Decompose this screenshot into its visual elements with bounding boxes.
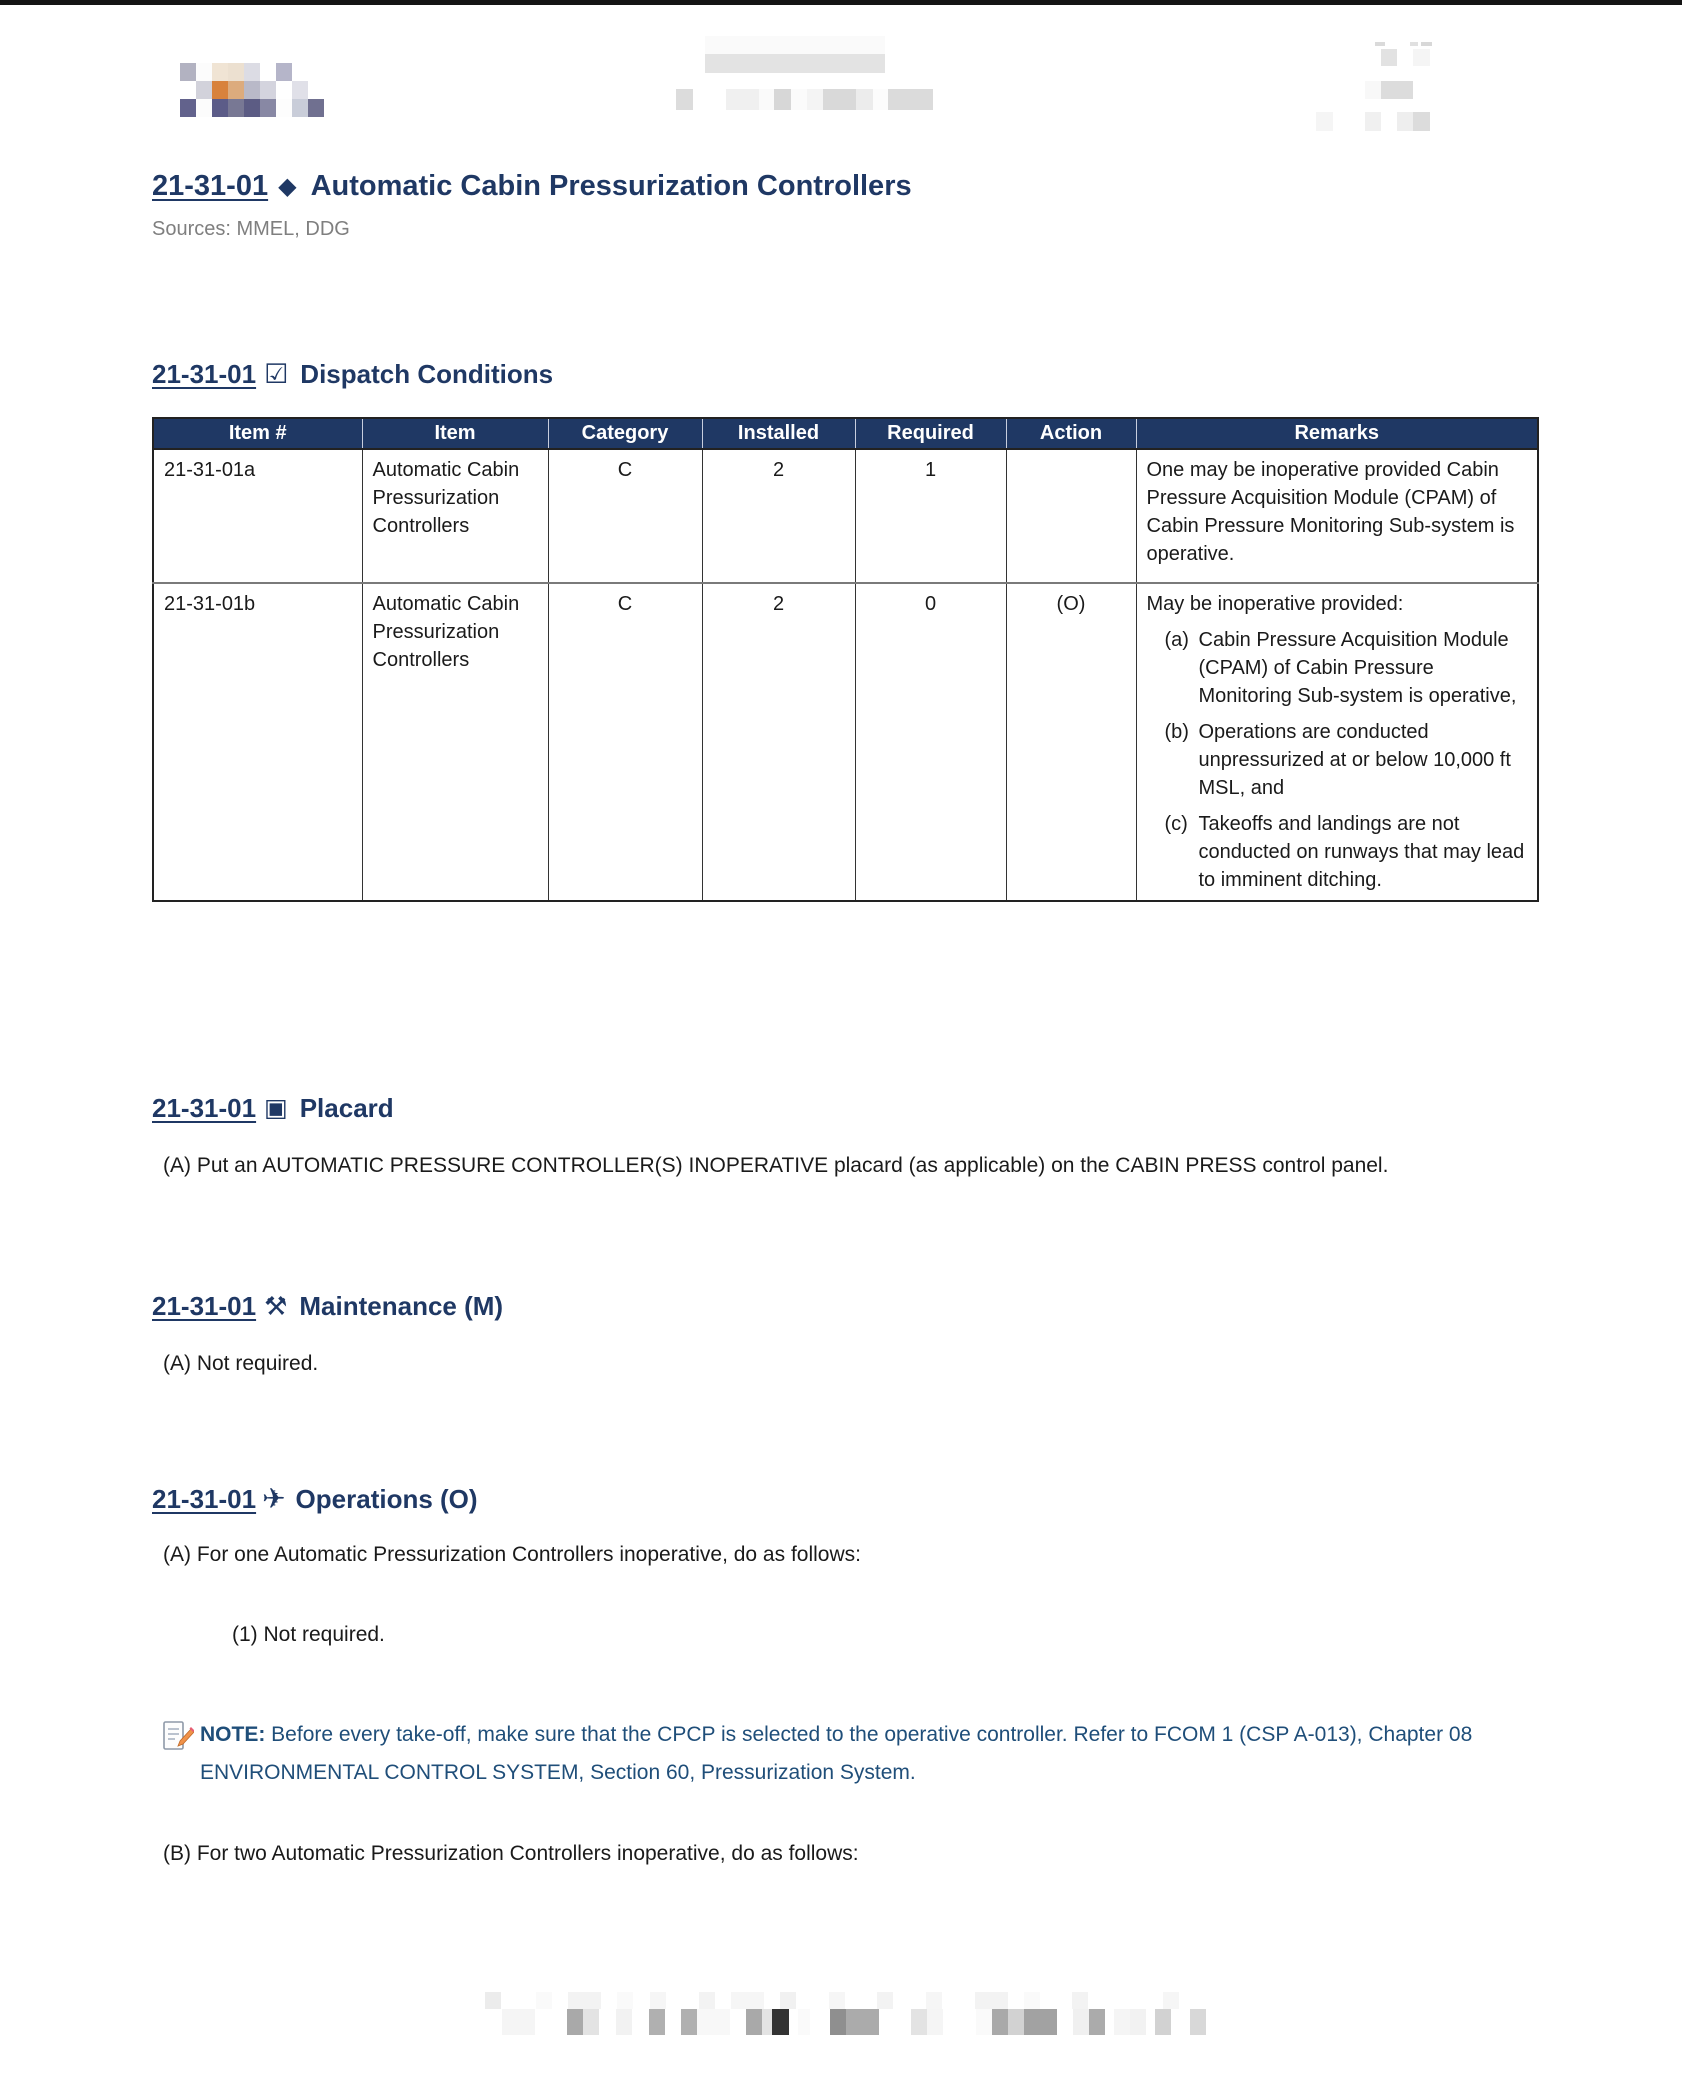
dispatch-section-code: 21-31-01 bbox=[152, 359, 257, 389]
remarks-list-item bbox=[1165, 810, 1528, 894]
cell-item-no: 21-31-01a bbox=[153, 449, 362, 583]
redacted-company-logo bbox=[180, 63, 324, 117]
table-header-row bbox=[153, 418, 1538, 449]
operations-item-1: (1) Not required. bbox=[232, 1623, 385, 1646]
column-header-installed: Installed bbox=[702, 418, 855, 449]
remarks-item-text: Takeoffs and landings are not conducted on runways that may lead to imminent ditching. bbox=[1198, 813, 1525, 891]
cell-item-no: 21-31-01b bbox=[153, 583, 362, 901]
table-row bbox=[153, 449, 1538, 583]
placard-section-label: Placard bbox=[299, 1093, 394, 1123]
operations-paragraph-b: (B) For two Automatic Pressurization Controllers inoperative, do as follows: bbox=[163, 1842, 859, 1865]
cell-action: (O) bbox=[1006, 583, 1136, 901]
remarks-list-item bbox=[1165, 718, 1528, 802]
page-top-border bbox=[0, 0, 1682, 5]
column-header-item: Item bbox=[362, 418, 548, 449]
operations-paragraph-a: (A) For one Automatic Pressurization Controllers inoperative, do as follows: bbox=[163, 1543, 861, 1566]
column-header-remarks: Remarks bbox=[1136, 418, 1538, 449]
dispatch-section-label: Dispatch Conditions bbox=[300, 359, 554, 389]
cell-action bbox=[1006, 449, 1136, 583]
dispatch-conditions-table-wrap bbox=[152, 417, 1539, 902]
maintenance-section-code: 21-31-01 bbox=[152, 1291, 257, 1321]
placard-section-code: 21-31-01 bbox=[152, 1093, 257, 1123]
note-document-pencil-icon bbox=[162, 1720, 194, 1767]
cell-category: C bbox=[548, 449, 702, 583]
checkbox-icon: ☑ bbox=[264, 359, 289, 389]
remarks-list-item bbox=[1165, 626, 1528, 710]
placard-paragraph-a: (A) Put an AUTOMATIC PRESSURE CONTROLLER(S) INOPERATIVE placard (as applicable) on the CABIN PRESS control panel. bbox=[163, 1154, 1389, 1177]
cell-item: Automatic Cabin Pressurization Controllers bbox=[362, 583, 548, 901]
cell-remarks bbox=[1136, 449, 1538, 583]
cell-remarks bbox=[1136, 583, 1538, 901]
remarks-item-text: Cabin Pressure Acquisition Module (CPAM) of Cabin Pressure Monitoring Sub-system is operative, bbox=[1198, 629, 1517, 707]
operations-note bbox=[200, 1716, 1555, 1792]
remarks-item-tag: (c) bbox=[1164, 813, 1188, 835]
diamond-icon: ◆ bbox=[278, 173, 297, 200]
remarks-item-tag: (b) bbox=[1164, 721, 1189, 743]
remarks-item-text: Operations are conducted unpressurized at or below 10,000 ft MSL, and bbox=[1198, 721, 1511, 799]
note-text: Before every take-off, make sure that the CPCP is selected to the operative controller. Refer to FCOM 1 (CSP A-013), Chapter 08 ENVIRONMENTAL CONTROL SYSTEM, Section 60, Pressurization System. bbox=[200, 1723, 1473, 1784]
column-header-item-no: Item # bbox=[153, 418, 362, 449]
table-row bbox=[153, 583, 1538, 901]
sources-line: Sources: MMEL, DDG bbox=[152, 218, 350, 240]
cell-required: 0 bbox=[855, 583, 1006, 901]
section-heading-dispatch-conditions bbox=[152, 358, 553, 390]
remarks-intro: May be inoperative provided: bbox=[1146, 593, 1404, 615]
hammer-pick-icon: ⚒ bbox=[264, 1291, 288, 1321]
maintenance-paragraph-a: (A) Not required. bbox=[163, 1352, 319, 1375]
column-header-required: Required bbox=[855, 418, 1006, 449]
section-heading-maintenance bbox=[152, 1290, 503, 1322]
cell-installed: 2 bbox=[702, 449, 855, 583]
note-label: NOTE: bbox=[200, 1723, 266, 1746]
dispatch-conditions-table bbox=[152, 417, 1539, 902]
cell-category: C bbox=[548, 583, 702, 901]
maintenance-section-label: Maintenance (M) bbox=[299, 1291, 504, 1321]
column-header-action: Action bbox=[1006, 418, 1136, 449]
section-heading-operations bbox=[152, 1483, 478, 1515]
remarks-item-tag: (a) bbox=[1164, 629, 1189, 651]
column-header-category: Category bbox=[548, 418, 702, 449]
operations-section-label: Operations (O) bbox=[295, 1484, 478, 1514]
cell-installed: 2 bbox=[702, 583, 855, 901]
page-title bbox=[152, 168, 912, 205]
page-title-text: Automatic Cabin Pressurization Controllers bbox=[310, 170, 912, 202]
placard-icon: ▣ bbox=[264, 1094, 288, 1122]
airplane-icon: ✈ bbox=[262, 1483, 286, 1514]
operations-section-code: 21-31-01 bbox=[152, 1484, 257, 1514]
page-title-code: 21-31-01 bbox=[152, 170, 269, 202]
remarks-text: One may be inoperative provided Cabin Pressure Acquisition Module (CPAM) of Cabin Pressure Monitoring Sub-system is operative. bbox=[1146, 459, 1515, 565]
section-heading-placard bbox=[152, 1092, 394, 1124]
cell-item: Automatic Cabin Pressurization Controllers bbox=[362, 449, 548, 583]
cell-required: 1 bbox=[855, 449, 1006, 583]
